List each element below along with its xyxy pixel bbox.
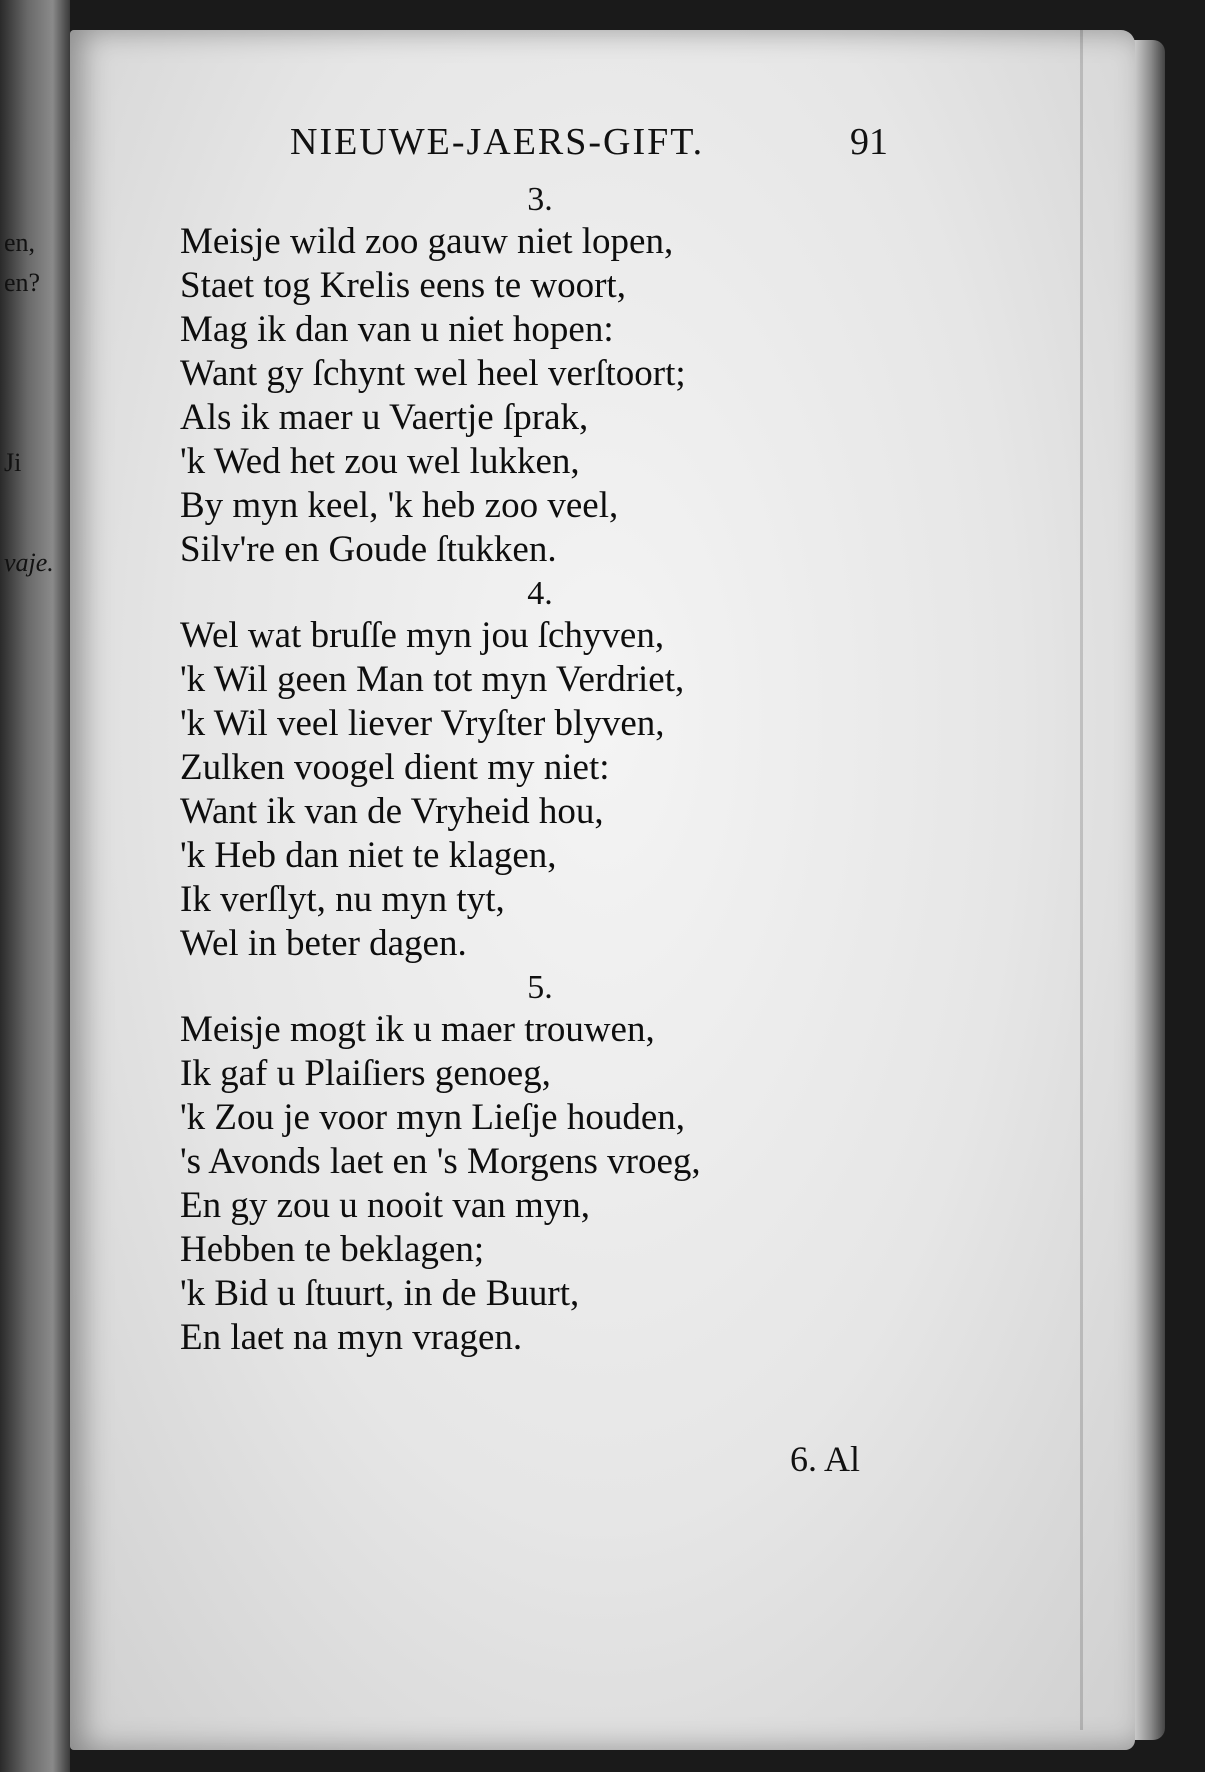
stanza-number: 5. [527, 969, 553, 1006]
verse-line: Silv're en Goude ſtukken. [180, 529, 557, 570]
verse-line: 'k Wil veel liever Vryſter blyven, [180, 703, 665, 744]
stanza [180, 180, 980, 572]
verse-line: Mag ik dan van u niet hopen: [180, 309, 614, 350]
stanza-number: 3. [527, 181, 553, 218]
verse-line: 'k Wed het zou wel lukken, [180, 441, 580, 482]
verse-line: En gy zou u nooit van myn, [180, 1185, 591, 1226]
stanza [180, 968, 980, 1360]
verse-line: By myn keel, 'k heb zoo veel, [180, 485, 619, 526]
running-title: NIEUWE-JAERS-GIFT. [290, 121, 705, 163]
poem [180, 180, 980, 1362]
verse-line: Ik verſlyt, nu myn tyt, [180, 879, 505, 920]
left-page-fragment: en, [4, 228, 36, 257]
verse-line: Wel in beter dagen. [180, 923, 467, 964]
verse-line: 'k Zou je voor myn Lieſje houden, [180, 1097, 686, 1138]
verse-line: Hebben te beklagen; [180, 1229, 485, 1270]
left-page-fragment: en? [4, 268, 41, 297]
verse-line: Meisje wild zoo gauw niet lopen, [180, 221, 674, 262]
verse-line: Want gy ſchynt wel heel verſtoort; [180, 353, 686, 394]
verse-line: 's Avonds laet en 's Morgens vroeg, [180, 1141, 701, 1182]
verse-line: Zulken voogel dient my niet: [180, 747, 610, 788]
stanza-number: 4. [527, 575, 553, 612]
page-crease [1080, 30, 1083, 1730]
page-number: 91 [850, 121, 888, 163]
left-page-edge [0, 0, 70, 1772]
verse-line: 'k Bid u ſtuurt, in de Buurt, [180, 1273, 580, 1314]
stanza [180, 574, 980, 966]
verse-line: 'k Heb dan niet te klagen, [180, 835, 557, 876]
verse-line: Staet tog Krelis eens te woort, [180, 265, 626, 306]
verse-line: 'k Wil geen Man tot myn Verdriet, [180, 659, 685, 700]
left-page-fragment: vaje. [4, 548, 54, 577]
running-head [210, 120, 910, 170]
verse-line: Wel wat bruſſe myn jou ſchyven, [180, 615, 665, 656]
left-page-fragment: Ji [4, 448, 22, 477]
verse-line: En laet na myn vragen. [180, 1317, 523, 1358]
verse-line: Meisje mogt ik u maer trouwen, [180, 1009, 655, 1050]
verse-line: Als ik maer u Vaertje ſprak, [180, 397, 589, 438]
catchword: 6. Al [790, 1439, 861, 1479]
verse-line: Want ik van de Vryheid hou, [180, 791, 604, 832]
verse-line: Ik gaf u Plaiſiers genoeg, [180, 1053, 551, 1094]
